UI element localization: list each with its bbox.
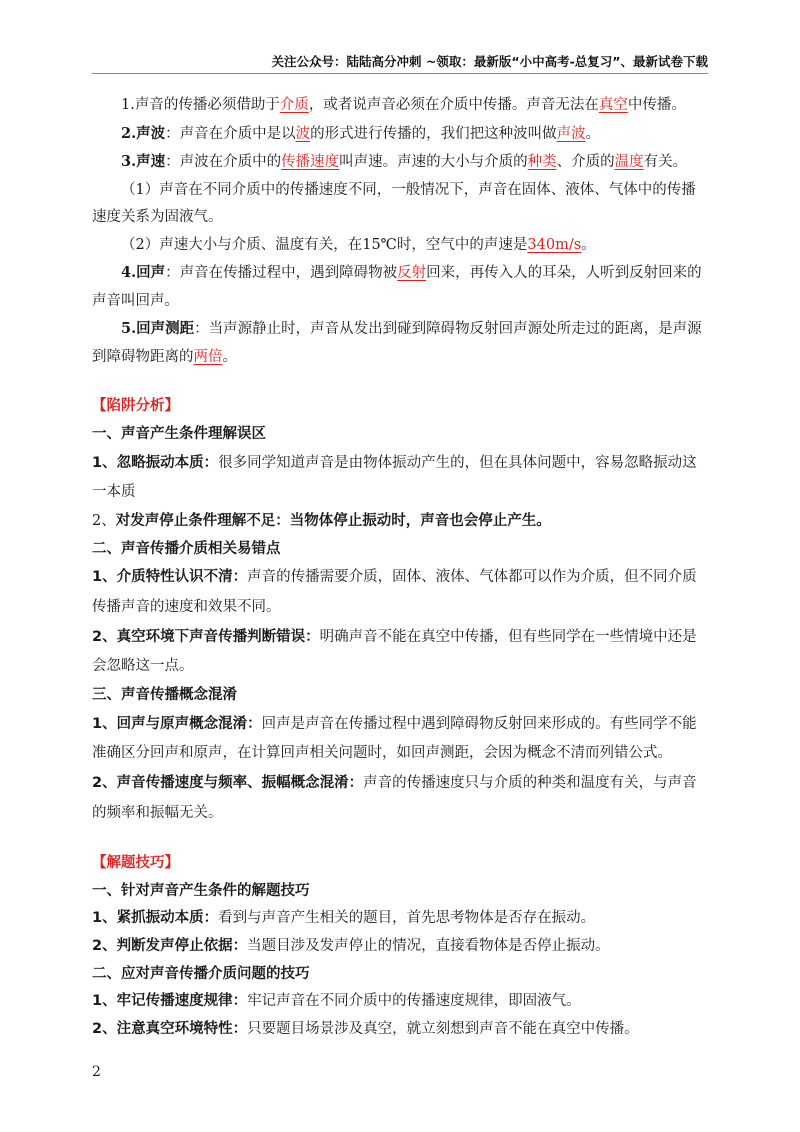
kp-4 xyxy=(92,259,710,315)
kp-3 xyxy=(92,148,710,177)
kp-1 xyxy=(92,92,710,120)
text: 回来，再传入人的耳朵，人听到反射回来的声音叫回声。 xyxy=(92,265,702,309)
item-text: 只要题目场景涉及真空，就立刻想到声音不能在真空中传播。 xyxy=(247,1020,639,1037)
item-title: 2、声音传播速度与频率、振幅概念混淆： xyxy=(92,774,364,791)
page-content xyxy=(92,92,710,1043)
fill-answer: 340m/s xyxy=(527,236,582,253)
text: ：声音在传播过程中，遇到障碍物被 xyxy=(165,265,398,282)
fill-answer: 介质 xyxy=(279,97,309,113)
item-title: 2、注意真空环境特性： xyxy=(92,1020,248,1037)
fill-answer: 种类 xyxy=(527,154,557,171)
item-title: 1、牢记传播速度规律： xyxy=(92,993,248,1010)
trap-3-2 xyxy=(92,769,710,828)
fill-answer: 波 xyxy=(295,125,311,142)
solving-tips-tag: 【解题技巧】 xyxy=(92,855,179,872)
fill-answer: 温度 xyxy=(614,154,644,171)
text: ：当声源静止时，声音从发出到碰到障碍物反射回声源处所走过的距离，是声源到障碍物距离的 xyxy=(92,321,702,365)
trap-2-1 xyxy=(92,563,710,622)
tips-heading-1: 一、针对声音产生条件的解题技巧 xyxy=(92,882,310,899)
header-divider xyxy=(92,73,708,74)
text: 、介质的 xyxy=(556,154,615,171)
text: ：声波在介质中的 xyxy=(165,154,282,171)
text: ，或者说声音必须在介质中传播。声音无法在 xyxy=(308,97,599,113)
kp-title: 4.回声 xyxy=(121,264,166,282)
text: ：声音在介质中是以 xyxy=(165,125,296,142)
fill-answer: 传播速度 xyxy=(281,154,340,171)
trap-1-1 xyxy=(92,449,710,508)
page-number: 2 xyxy=(92,1064,101,1080)
tips-1-2 xyxy=(92,933,710,961)
tips-2-2 xyxy=(92,1016,710,1044)
item-title: 2、真空环境下声音传播判断错误： xyxy=(92,628,320,645)
kp-5 xyxy=(92,315,710,371)
trap-analysis-tag: 【陷阱分析】 xyxy=(92,398,179,415)
trap-2-2 xyxy=(92,623,710,682)
tips-heading-2: 二、应对声音传播介质问题的技巧 xyxy=(92,965,310,982)
text: 有关。 xyxy=(643,154,688,171)
text: 1.声音的传播必须借助于 xyxy=(121,97,280,113)
item-text: 牢记声音在不同介质中的传播速度规律，即固液气。 xyxy=(247,993,581,1010)
item-title: 1、介质特性认识不清： xyxy=(92,569,248,586)
item-text: 声音的传播速度只与介质的种类和温度有关，与声音的频率和振幅无关。 xyxy=(92,774,697,821)
text: 。 xyxy=(585,125,601,142)
trap-heading-1: 一、声音产生条件理解误区 xyxy=(92,426,266,443)
kp-2 xyxy=(92,120,710,149)
kp-title: 2.声波 xyxy=(121,124,166,142)
item-text: 声音的传播需要介质，固体、液体、气体都可以作为介质，但不同介质传播声音的速度和效果不同。 xyxy=(92,569,697,615)
fill-answer: 两倍 xyxy=(193,348,223,365)
page-header: 关注公众号：陆陆高分冲刺 ~领取：最新版“小中高考-总复习”、最新试卷下载 xyxy=(271,54,708,69)
text: 中传播。 xyxy=(627,97,686,113)
item-text: 回声是声音在传播过程中遇到障碍物反射回来形成的。有些同学不能准确区分回声和原声，在计算回声相关问题时，如回声测距，会因为概念不清而列错公式。 xyxy=(92,715,697,762)
item-text: 明确声音不能在真空中传播，但有些同学在一些情境中还是会忽略这一点。 xyxy=(92,628,697,675)
text: 叫声速。声速的大小与介质的 xyxy=(339,154,528,171)
trap-1-2 xyxy=(92,508,710,536)
kp-title: 5.回声测距 xyxy=(121,320,195,338)
item-text: 当题目涉及发声停止的情况，直接看物体是否停止振动。 xyxy=(247,938,610,955)
kp-3-2 xyxy=(92,232,710,260)
trap-heading-3: 三、声音传播概念混淆 xyxy=(92,686,237,703)
tips-1-1 xyxy=(92,905,710,933)
text: （2）声速大小与介质、温度有关，在15℃时，空气中的声速是 xyxy=(121,236,528,253)
item-title: 2、判断发声停止依据： xyxy=(92,938,248,955)
item-title: 1、紧抓振动本质： xyxy=(92,910,219,927)
fill-answer: 反射 xyxy=(397,265,427,282)
item-title: 1、忽略振动本质： xyxy=(92,454,219,471)
text: 。 xyxy=(581,236,596,253)
tips-2-1 xyxy=(92,988,710,1016)
trap-3-1 xyxy=(92,710,710,769)
fill-answer: 真空 xyxy=(598,97,628,113)
item-title: 对发声停止条件理解不足：当物体停止振动时，声音也会停止产生。 xyxy=(115,513,551,529)
trap-heading-2: 二、声音传播介质相关易错点 xyxy=(92,540,281,557)
kp-3-1: （1）声音在不同介质中的传播速度不同，一般情况下，声音在固体、液体、气体中的传播速度关系为固液气。 xyxy=(92,181,696,226)
item-number: 2、 xyxy=(92,513,116,529)
text: 。 xyxy=(222,348,237,365)
item-text: 很多同学知道声音是由物体振动产生的，但在具体问题中，容易忽略振动这一本质 xyxy=(92,454,697,501)
text: 的形式进行传播的，我们把这种波叫做 xyxy=(310,125,557,142)
kp-title: 3.声速 xyxy=(121,153,166,171)
item-title: 1、回声与原声概念混淆： xyxy=(92,715,262,732)
fill-answer: 声波 xyxy=(556,125,586,142)
item-text: 看到与声音产生相关的题目，首先思考物体是否存在振动。 xyxy=(218,910,596,927)
